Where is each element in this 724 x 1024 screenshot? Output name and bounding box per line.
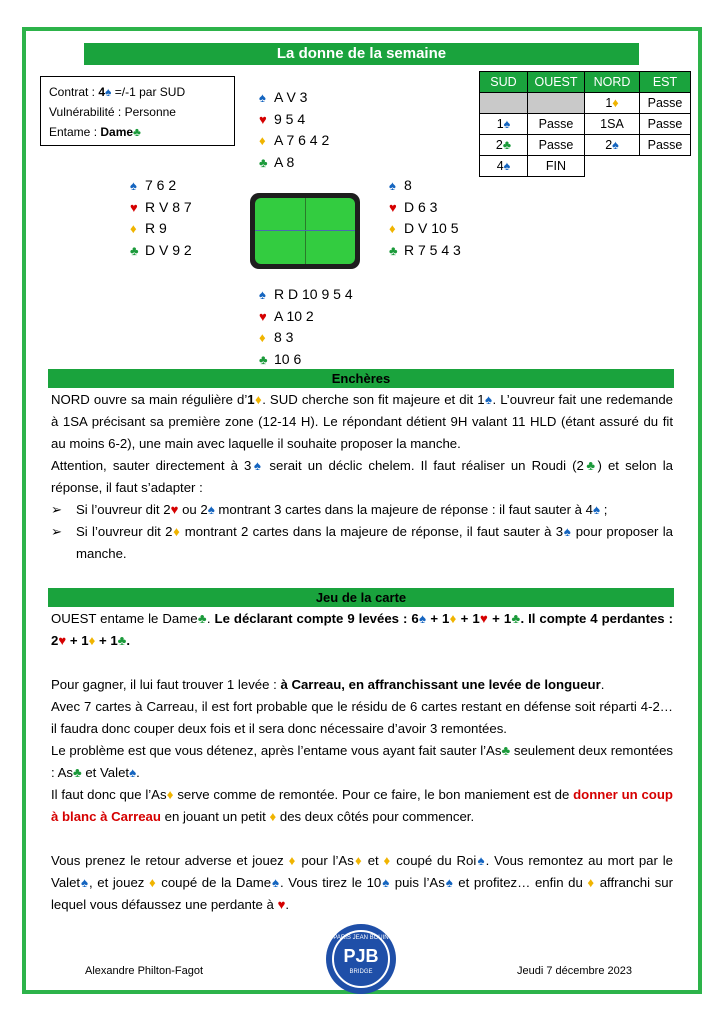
diamond-icon: ♦	[449, 611, 457, 626]
diamond-icon: ♦	[88, 633, 96, 648]
diamond-icon: ♦	[612, 96, 619, 110]
bid-cell: FIN	[528, 156, 585, 177]
bid-cell: Passe	[640, 114, 691, 135]
contract-level: 4	[98, 85, 106, 99]
diamond-icon: ♦	[254, 392, 263, 407]
bid-row	[480, 114, 691, 135]
bid-cell: 1♦	[585, 93, 640, 114]
diamond-icon: ♦	[259, 330, 266, 345]
diamond-icon: ♦	[259, 133, 266, 148]
vulnerability-line: Vulnérabilité : Personne	[49, 105, 176, 119]
encheres-text: NORD ouvre sa main régulière d’1♦. SUD cherche son fit majeure et dit 1♠. L’ouvreur fait une redemande à 1SA précisant sa première zone (12-14 H). Le répondant détient 9H valant 11 HLD (étant assuré du fit au moins 6-2), une main avec laquelle il souhaite proposer la manche. Attention, sauter directement à 3♠ serait un déclic chelem. Il faut réaliser un Roudi (2♣) et selon la réponse, il faut s’adapter : ➢ Si l’ouvreur dit 2♥ ou 2♠ montrant 3 cartes dans la majeure de réponse : il faut sauter à 4♠ ; ➢ Si l’ouvreur dit 2♦ montrant 2 cartes dans la majeure de réponse, il faut sauter à 3♠ pour proposer la manche.	[51, 389, 673, 565]
east-hand	[389, 175, 461, 261]
spade-icon: ♠	[259, 287, 266, 302]
author: Alexandre Philton-Fagot	[85, 965, 204, 977]
spade-icon: ♠	[563, 524, 572, 539]
diamond-icon: ♦	[288, 853, 297, 868]
heart-icon: ♥	[389, 199, 397, 215]
diamond-icon: ♦	[166, 787, 174, 802]
diamond-icon: ♦	[172, 524, 181, 539]
bridge-table-icon	[250, 193, 360, 269]
west-hand	[130, 175, 192, 261]
north-clubs: A 8	[274, 153, 295, 170]
east-hearts: D 6 3	[404, 198, 438, 215]
contract-result: =/-1 par SUD	[111, 85, 186, 99]
spade-icon: ♠	[251, 458, 264, 473]
spade-icon: ♠	[271, 875, 280, 890]
lead-value: Dame	[100, 125, 134, 139]
club-icon: ♣	[259, 351, 268, 367]
club-icon: ♣	[511, 611, 521, 626]
south-hearts: A 10 2	[274, 307, 314, 324]
bid-header-sud: SUD	[480, 72, 528, 93]
diamond-icon: ♦	[148, 875, 157, 890]
spade-icon: ♠	[105, 85, 112, 99]
south-hand	[259, 284, 353, 370]
contract-label: Contrat :	[49, 85, 99, 99]
heart-icon: ♥	[259, 308, 267, 324]
diamond-icon: ♦	[383, 853, 392, 868]
spade-icon: ♠	[389, 178, 396, 193]
club-logo: PARIS JEAN BOUIN PJB BRIDGE	[326, 924, 396, 994]
west-diamonds: R 9	[145, 220, 167, 236]
spade-icon: ♠	[207, 502, 215, 517]
bid-cell: 4♠	[480, 156, 528, 177]
south-clubs: 10 6	[274, 350, 302, 367]
spade-icon: ♠	[593, 502, 601, 517]
jeu-text: OUEST entame le Dame♣. Le déclarant compte 9 levées : 6♠ + 1♦ + 1♥ + 1♣. Il compte 4 perdantes : 2♥ + 1♦ + 1♣. Pour gagner, il lui faut trouver 1 levée : à Carreau, en affranchissant une levée de longueur. Avec 7 cartes à Carreau, il est fort probable que le résidu de 6 cartes restant en défense soit réparti 4-2… il faudra donc couper deux fois et il sera donc nécessaire d’avoir 3 remontées. Le problème est que vous détenez, après l’entame vous ayant fait sauter l’As♣ seulement deux remontées : As♣ et Valet♠. Il faut donc que l’As♦ serve comme de remontée. Pour ce faire, le bon maniement est de donner un coup à blanc à Carreau en jouant un petit ♦ des deux côtés pour commencer. Vous prenez le retour adverse et jouez ♦ pour l’As♦ et ♦ coupé du Roi♠. Vous remontez au mort par le Valet♠, et jouez ♦ coupé de la Dame♠. Vous tirez le 10♠ puis l’As♠ et profitez… enfin du ♦ affranchi sur lequel vous défaussez une perdante à ♥.	[51, 611, 673, 912]
lead-label: Entame :	[49, 125, 101, 139]
spade-icon: ♠	[503, 117, 511, 131]
bid-row	[480, 135, 691, 156]
contract-box	[40, 76, 235, 146]
club-icon: ♣	[73, 765, 82, 780]
spade-icon: ♠	[612, 138, 619, 152]
diamond-icon: ♦	[269, 809, 277, 824]
bid-cell: Passe	[528, 135, 585, 156]
east-spades: 8	[404, 177, 412, 193]
club-icon: ♣	[502, 138, 512, 152]
spade-icon: ♠	[80, 875, 89, 890]
bid-header-ouest: OUEST	[528, 72, 585, 93]
jeu-heading: Jeu de la carte	[48, 588, 674, 607]
arrow-bullet-icon: ➢	[51, 502, 63, 517]
spade-icon: ♠	[259, 90, 266, 105]
club-icon: ♣	[130, 242, 139, 258]
contract-line	[49, 82, 226, 102]
west-clubs: D V 9 2	[145, 241, 192, 258]
club-icon: ♣	[501, 743, 511, 758]
bid-cell: Passe	[640, 135, 691, 156]
heart-icon: ♥	[170, 502, 179, 517]
bid-cell: Passe	[640, 93, 691, 114]
spade-icon: ♠	[381, 875, 391, 890]
bidding-table	[479, 71, 691, 177]
encheres-heading: Enchères	[48, 369, 674, 388]
spade-icon: ♠	[444, 875, 454, 890]
spade-icon: ♠	[130, 178, 137, 193]
west-hearts: R V 8 7	[145, 198, 192, 215]
spade-icon: ♠	[418, 611, 427, 626]
heart-icon: ♥	[259, 111, 267, 127]
club-icon: ♣	[583, 458, 598, 473]
north-hand	[259, 87, 329, 173]
east-clubs: R 7 5 4 3	[404, 241, 461, 258]
north-hearts: 9 5 4	[274, 110, 306, 127]
arrow-bullet-icon: ➢	[51, 524, 63, 539]
bid-cell-empty	[480, 93, 528, 114]
diamond-icon: ♦	[587, 875, 596, 890]
heart-icon: ♥	[58, 633, 67, 648]
club-icon: ♣	[259, 154, 268, 170]
bid-row	[480, 93, 691, 114]
heart-icon: ♥	[277, 897, 286, 912]
east-diamonds: D V 10 5	[404, 220, 459, 236]
bid-cell: 1♠	[480, 114, 528, 135]
diamond-icon: ♦	[130, 221, 137, 236]
spade-icon: ♠	[484, 392, 493, 407]
bid-row	[480, 156, 691, 177]
bid-header-nord: NORD	[585, 72, 640, 93]
club-icon: ♣	[117, 633, 127, 648]
spade-icon: ♠	[503, 159, 511, 173]
north-spades: A V 3	[274, 89, 308, 105]
north-diamonds: A 7 6 4 2	[274, 132, 330, 148]
heart-icon: ♥	[130, 199, 138, 215]
west-spades: 7 6 2	[145, 177, 177, 193]
south-spades: R D 10 9 5 4	[274, 286, 353, 302]
club-icon: ♣	[133, 125, 141, 139]
list-item: ➢ Si l’ouvreur dit 2♦ montrant 2 cartes dans la majeure de réponse, il faut sauter à 3♠ pour proposer la manche.	[51, 521, 673, 565]
list-item: ➢ Si l’ouvreur dit 2♥ ou 2♠ montrant 3 cartes dans la majeure de réponse : il faut sauter à 4♠ ;	[51, 499, 673, 521]
bid-header-est: EST	[640, 72, 691, 93]
south-diamonds: 8 3	[274, 329, 294, 345]
lead-line	[49, 122, 226, 142]
diamond-icon: ♦	[353, 853, 363, 868]
heart-icon: ♥	[479, 611, 489, 626]
bid-cell-empty	[528, 93, 585, 114]
bid-cell: 2♠	[585, 135, 640, 156]
bid-cell: 2♣	[480, 135, 528, 156]
date: Jeudi 7 décembre 2023	[517, 965, 632, 977]
spade-icon: ♠	[129, 765, 137, 780]
bid-cell: 1SA	[585, 114, 640, 135]
club-icon: ♣	[197, 611, 207, 626]
page-title: La donne de la semaine	[84, 43, 639, 65]
diamond-icon: ♦	[389, 221, 396, 236]
bid-cell: Passe	[528, 114, 585, 135]
club-icon: ♣	[389, 242, 398, 258]
spade-icon: ♠	[476, 853, 486, 868]
